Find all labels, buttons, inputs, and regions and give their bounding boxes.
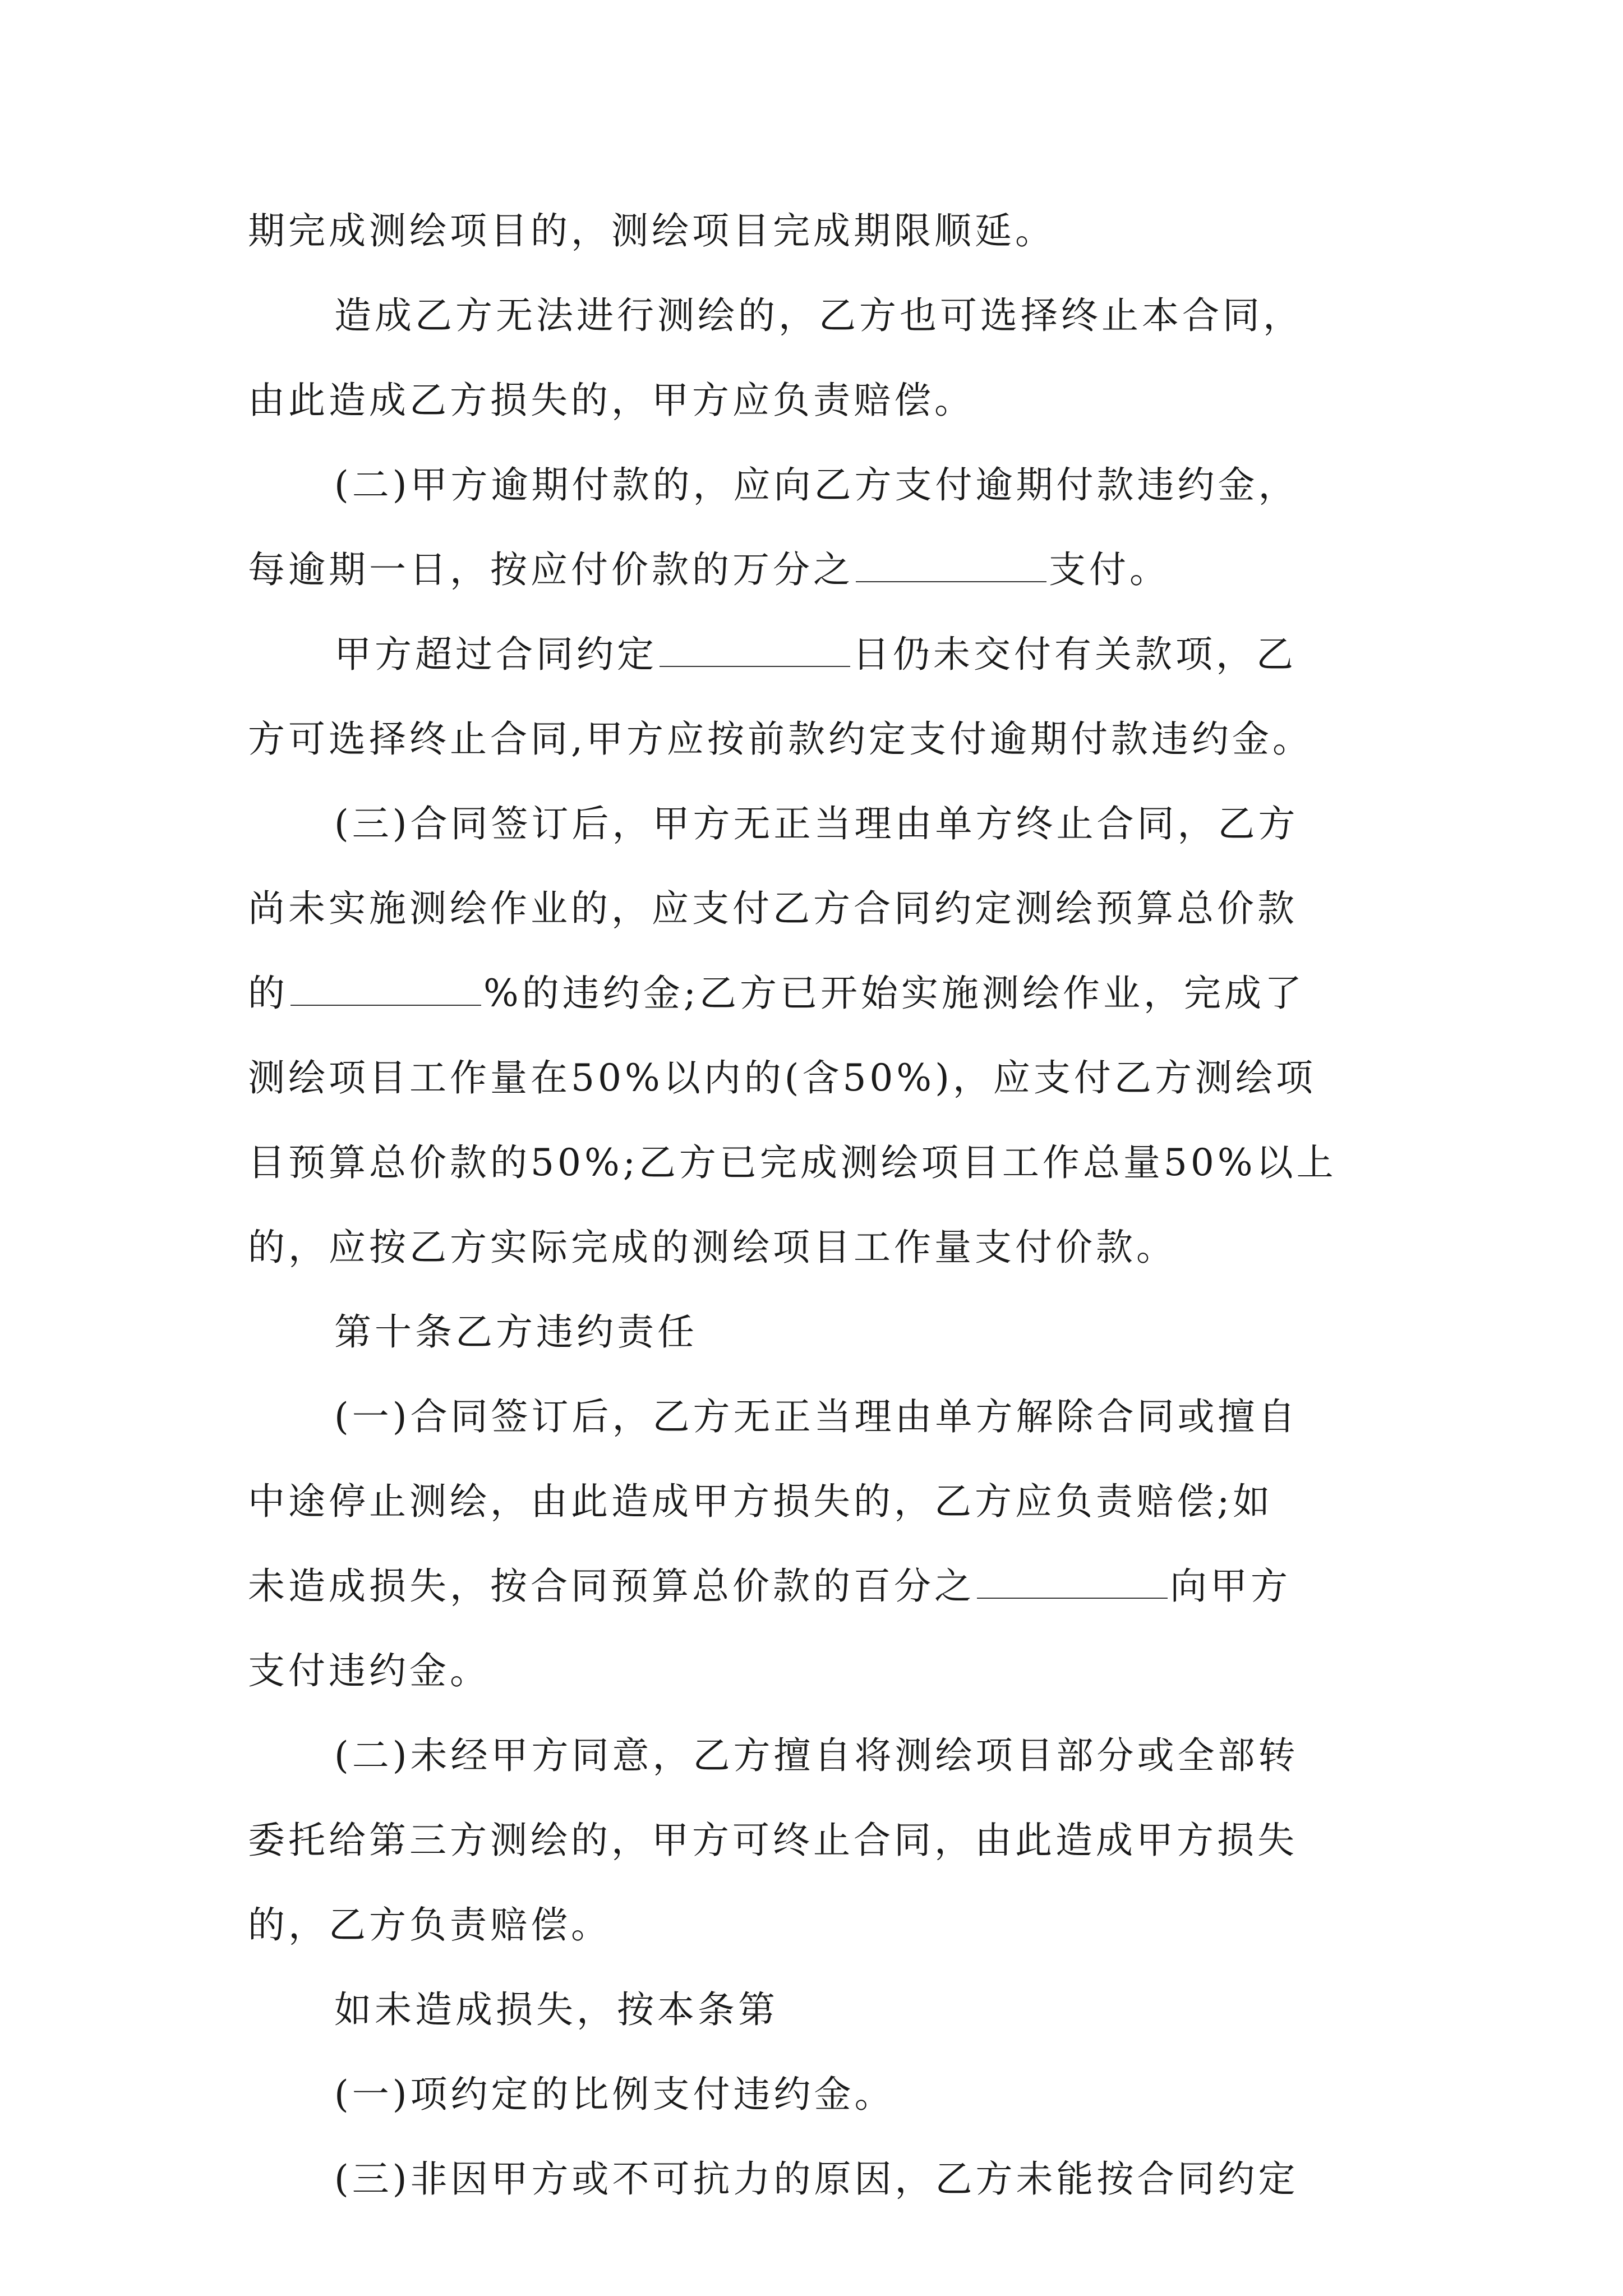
text-fragment: 的 [248,972,288,1015]
text-line: (二)未经甲方同意，乙方擅自将测绘项目部分或全部转 [334,1734,1299,1777]
text-line: 方可选择终止合同,甲方应按前款约定支付逾期付款违约金。 [248,717,1313,761]
text-line: (二)甲方逾期付款的，应向乙方支付逾期付款违约金， [334,463,1299,507]
text-line: (一)合同签订后，乙方无正当理由单方解除合同或擅自 [334,1395,1299,1438]
text-line: (三)合同签订后，甲方无正当理由单方终止合同，乙方 [334,802,1299,845]
fill-in-blank [977,1568,1168,1599]
text-line: 的，乙方负责赔偿。 [248,1903,611,1947]
section-heading: 第十条乙方违约责任 [334,1310,698,1354]
text-fragment: 日仍未交付有关款项，乙 [852,633,1297,676]
text-line: 的，应按乙方实际完成的测绘项目工作量支付价款。 [248,1226,1177,1269]
fill-in-blank [291,976,481,1006]
text-fragment: 支付。 [1049,548,1170,591]
text-fragment: 甲方超过合同约定 [334,633,657,676]
text-line: (三)非因甲方或不可抗力的原因，乙方未能按合同约定 [334,2157,1299,2201]
fill-in-blank [856,552,1046,582]
text-line: 支付违约金。 [248,1649,490,1692]
text-line: 如未造成损失，按本条第 [334,1988,778,2031]
text-line [248,951,1386,1036]
fill-in-blank [660,637,850,667]
text-line: 期完成测绘项目的，测绘项目完成期限顺延。 [248,209,1055,252]
text-line [248,612,1386,697]
text-fragment: 每逾期一日，按应付价款的万分之 [248,548,854,591]
text-fragment: 未造成损失，按合同预算总价款的百分之 [248,1565,975,1608]
text-line: 由此造成乙方损失的，甲方应负责赔偿。 [248,379,975,422]
text-line: 测绘项目工作量在50%以内的(含50%)，应支付乙方测绘项 [248,1056,1316,1099]
text-line: (一)项约定的比例支付违约金。 [334,2073,895,2116]
text-line [248,527,1386,612]
text-line: 中途停止测绘，由此造成甲方损失的，乙方应负责赔偿;如 [248,1480,1274,1523]
text-fragment: %的违约金;乙方已开始实施测绘作业，完成了 [483,972,1305,1015]
text-line: 尚未实施测绘作业的，应支付乙方合同约定测绘预算总价款 [248,887,1298,930]
text-line: 委托给第三方测绘的，甲方可终止合同，由此造成甲方损失 [248,1819,1298,1862]
text-line [248,1544,1386,1628]
text-line: 造成乙方无法进行测绘的，乙方也可选择终止本合同， [334,294,1303,337]
document-body [248,188,1386,2221]
text-line: 目预算总价款的50%;乙方已完成测绘项目工作总量50%以上 [248,1141,1337,1184]
text-fragment: 向甲方 [1170,1565,1291,1608]
